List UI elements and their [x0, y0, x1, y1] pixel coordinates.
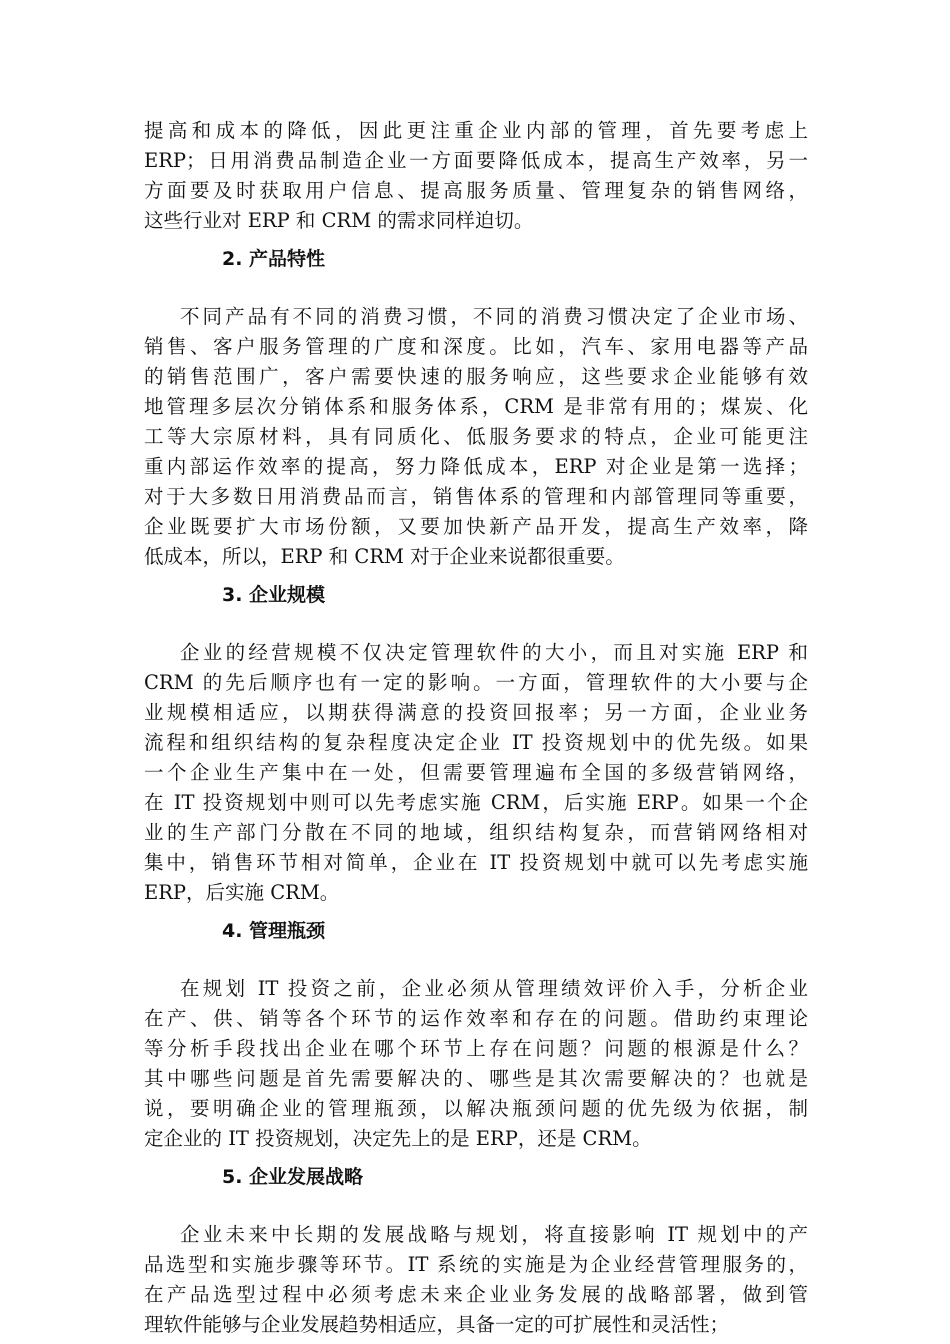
paragraph	[144, 974, 808, 1154]
text-line: 在 IT 投资规划中则可以先考虑实施 CRM，后实施 ERP。如果一个企	[144, 791, 808, 814]
text-line: 定企业的 IT 投资规划，决定先上的是 ERP，还是 CRM。	[144, 1127, 652, 1150]
text-line: CRM 的先后顺序也有一定的影响。一方面，管理软件的大小要与企	[144, 671, 808, 694]
section-heading: 5. 企业发展战略	[222, 1166, 364, 1188]
document-page	[144, 116, 808, 1340]
text-line: ERP；日用消费品制造企业一方面要降低成本，提高生产效率，另一	[144, 149, 808, 172]
text-line: 集中，销售环节相对简单，企业在 IT 投资规划中就可以先考虑实施	[144, 851, 808, 874]
text-line: 企业既要扩大市场份额，又要加快新产品开发，提高生产效率，降	[144, 515, 808, 538]
text-line: 地管理多层次分销体系和服务体系，CRM 是非常有用的；煤炭、化	[144, 395, 808, 418]
text-line: 理软件能够与企业发展趋势相适应，具备一定的可扩展性和灵活性；	[144, 1313, 730, 1336]
text-line: ERP，后实施 CRM。	[144, 881, 340, 904]
text-line: 在规划 IT 投资之前，企业必须从管理绩效评价入手，分析企业	[180, 977, 808, 1000]
text-line: 说，要明确企业的管理瓶颈，以解决瓶颈问题的优先级为依据，制	[144, 1097, 808, 1120]
text-line: 对于大多数日用消费品而言，销售体系的管理和内部管理同等重要，	[144, 485, 808, 508]
text-line: 低成本，所以，ERP 和 CRM 对于企业来说都很重要。	[144, 545, 625, 568]
paragraph	[144, 1220, 808, 1340]
text-line: 业的生产部门分散在不同的地域，组织结构复杂，而营销网络相对	[144, 821, 808, 844]
text-line: 等分析手段找出企业在哪个环节上存在问题？问题的根源是什么？	[144, 1037, 808, 1060]
text-line: 在产、供、销等各个环节的运作效率和存在的问题。借助约束理论	[144, 1007, 808, 1030]
paragraph	[144, 116, 808, 236]
text-line: 重内部运作效率的提高，努力降低成本，ERP 对企业是第一选择；	[144, 455, 808, 478]
section-heading: 3. 企业规模	[222, 584, 326, 606]
text-line: 品选型和实施步骤等环节。IT 系统的实施是为企业经营管理服务的，	[144, 1253, 808, 1276]
text-line: 不同产品有不同的消费习惯，不同的消费习惯决定了企业市场、	[180, 305, 808, 328]
paragraph	[144, 638, 808, 908]
text-line: 工等大宗原材料，具有同质化、低服务要求的特点，企业可能更注	[144, 425, 808, 448]
section-heading: 4. 管理瓶颈	[222, 920, 326, 942]
section-heading: 2. 产品特性	[222, 248, 326, 270]
text-line: 其中哪些问题是首先需要解决的、哪些是其次需要解决的？也就是	[144, 1067, 808, 1090]
paragraph	[144, 302, 808, 572]
text-line: 方面要及时获取用户信息、提高服务质量、管理复杂的销售网络，	[144, 179, 808, 202]
text-line: 的销售范围广，客户需要快速的服务响应，这些要求企业能够有效	[144, 365, 808, 388]
text-line: 企业的经营规模不仅决定管理软件的大小，而且对实施 ERP 和	[180, 641, 808, 664]
text-line: 一个企业生产集中在一处，但需要管理遍布全国的多级营销网络，	[144, 761, 808, 784]
text-line: 这些行业对 ERP 和 CRM 的需求同样迫切。	[144, 209, 534, 232]
text-line: 提高和成本的降低，因此更注重企业内部的管理，首先要考虑上	[144, 119, 808, 142]
text-line: 业规模相适应，以期获得满意的投资回报率；另一方面，企业业务	[144, 701, 808, 724]
text-line: 企业未来中长期的发展战略与规划，将直接影响 IT 规划中的产	[180, 1223, 808, 1246]
text-line: 流程和组织结构的复杂程度决定企业 IT 投资规划中的优先级。如果	[144, 731, 808, 754]
text-line: 销售、客户服务管理的广度和深度。比如，汽车、家用电器等产品	[144, 335, 808, 358]
text-line: 在产品选型过程中必须考虑未来企业业务发展的战略部署，做到管	[144, 1283, 808, 1306]
